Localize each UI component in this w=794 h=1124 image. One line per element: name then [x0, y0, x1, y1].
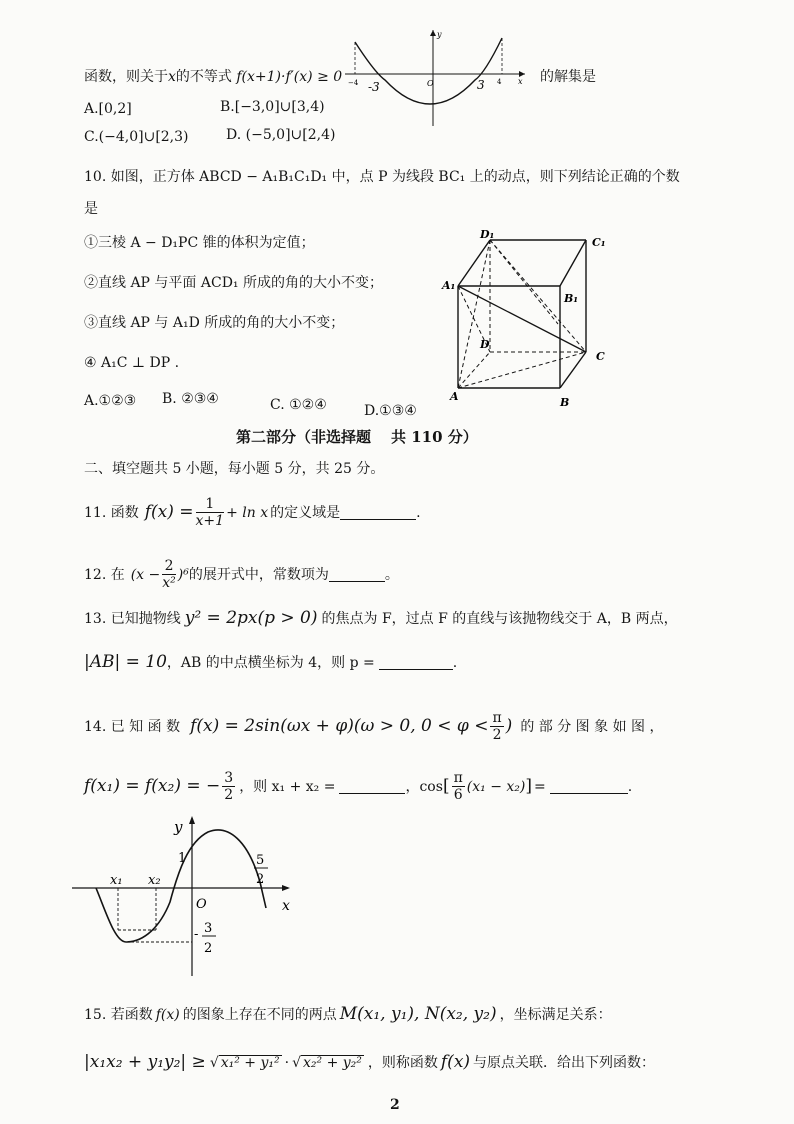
q13-line2: |AB| = 10 ，AB 的中点横坐标为 4，则 p = . — [84, 652, 458, 672]
cube-label-b: B — [560, 396, 570, 409]
q10-cube-figure — [438, 222, 628, 414]
q13-answer-blank[interactable] — [379, 655, 453, 670]
q12-answer-blank[interactable] — [329, 567, 385, 582]
cube-label-a1: A₁ — [442, 279, 456, 292]
q9-stem-suffix: 的解集是 — [540, 69, 596, 85]
q9-option-b: B.[−3,0]∪[3,4) — [220, 99, 325, 115]
q10-item-4: ④ A₁C ⊥ DP . — [84, 355, 180, 371]
q14-answer-blank-1[interactable] — [339, 779, 405, 794]
q14-graph-x: x — [282, 898, 290, 914]
q11: 11. 函数 f(x) = $\frac{1}{x+1}$ + ln x 的定义域是 . — [84, 496, 421, 530]
q15-line2: |x₁x₂ + y₁y₂| ≥ √ x₁² + y₁² · √ x₂² + y₂² ，则称函数 f(x) 与原点关联．给出下列函数： — [84, 1052, 656, 1072]
q10-option-d: D.①③④ — [364, 403, 417, 419]
q10-stem-2: 是 — [84, 201, 98, 217]
q9-option-d: D. (−5,0]∪[2,4) — [226, 127, 336, 143]
q14-graph-three: 3 — [204, 921, 213, 936]
q14-graph-two-a: 2 — [256, 872, 265, 887]
q14-graph-x1: x₁ — [110, 873, 123, 888]
q10-option-b: B. ②③④ — [162, 391, 219, 407]
q14-answer-blank-2[interactable] — [550, 779, 628, 794]
q15-line1: 15. 若函数 f(x) 的图象上存在不同的两点 M(x₁, y₁), N(x₂, y₂) ，坐标满足关系： — [84, 1004, 612, 1024]
q10-option-c: C. ①②④ — [270, 397, 327, 413]
q10-option-a: A.①②③ — [84, 393, 137, 409]
cube-label-d1: D₁ — [480, 228, 495, 241]
q14-line2: f(x₁) = f(x₂) = − $\frac{3}{2}$ ，则 x₁ + x₂ = ，cos [ $\frac{\pi}{6}$ (x₁ − x₂) ] = . — [84, 770, 633, 804]
q14-graph — [60, 812, 310, 982]
q14-graph-two-b: 2 — [204, 941, 213, 956]
part2-title: 第二部分（非选择题 共 110 分） — [236, 428, 478, 446]
q13-line1: 13. 已知抛物线 y² = 2px(p > 0) 的焦点为 F，过点 F 的直线与该抛物线交于 A，B 两点， — [84, 608, 678, 628]
cube-label-b1: B₁ — [564, 292, 579, 305]
q9-graph-o: O — [427, 79, 434, 88]
q10-item-2: ②直线 AP 与平面 ACD₁ 所成的角的大小不变； — [84, 275, 383, 291]
q10-item-3: ③直线 AP 与 A₁D 所成的角的大小不变； — [84, 315, 345, 331]
q9-graph-x: x — [518, 77, 523, 86]
cube-label-d: D — [480, 338, 490, 351]
q11-answer-blank[interactable] — [340, 505, 416, 520]
q9-graph — [340, 28, 530, 128]
q9-graph-p4: 4 — [497, 78, 502, 86]
q9-graph-p3: 3 — [477, 78, 485, 92]
cube-label-a: A — [450, 390, 459, 403]
q10-item-1: ①三棱 A − D₁PC 锥的体积为定值； — [84, 235, 315, 251]
q14-line1: 14. 已 知 函 数 f(x) = 2sin(ωx + φ)(ω > 0, 0 < φ < $\frac{\pi}{2}$ ) 的 部 分 图 象 如 图 ， — [84, 710, 664, 744]
cube-label-c: C — [596, 350, 605, 363]
q9-stem: 函数，则关于x的不等式 f(x+1)·f′(x) ≥ 0 — [84, 69, 343, 85]
q14-graph-o: O — [196, 897, 207, 912]
cube-label-c1: C₁ — [592, 236, 606, 249]
q9-graph-m3: -3 — [368, 80, 380, 94]
q9-graph-m4: −4 — [348, 79, 359, 87]
page-number: 2 — [390, 1097, 400, 1113]
q14-graph-minus: - — [194, 927, 199, 942]
q14-graph-one: 1 — [178, 851, 187, 866]
q9-option-a: A.[0,2] — [84, 101, 132, 117]
q10-stem: 10. 如图，正方体 ABCD − A₁B₁C₁D₁ 中，点 P 为线段 BC₁ 上的动点，则下列结论正确的个数 — [84, 169, 680, 185]
q14-graph-y: y — [174, 818, 183, 836]
q14-graph-x2: x₂ — [148, 873, 161, 888]
q12: 12. 在 (x − $\frac{2}{\text{x²}}$ )⁶ 的展开式中，常数项为 。 — [84, 558, 399, 592]
section2-heading: 二、填空题共 5 小题，每小题 5 分，共 25 分。 — [84, 461, 385, 477]
q14-graph-five: 5 — [256, 853, 265, 868]
q9-option-c: C.(−4,0]∪[2,3) — [84, 129, 189, 145]
q9-graph-y: y — [437, 30, 442, 39]
